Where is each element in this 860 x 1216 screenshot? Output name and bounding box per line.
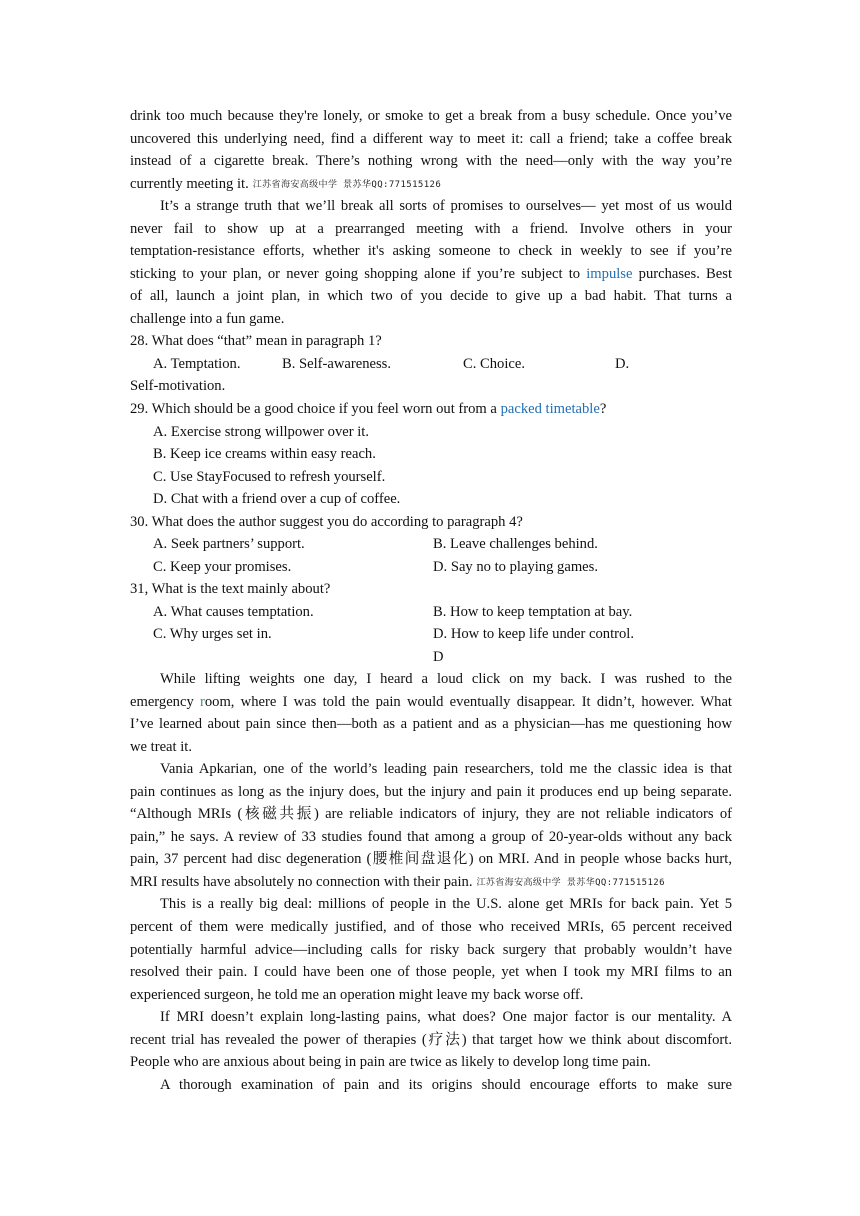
paragraph-text: emergency — [130, 694, 200, 710]
option-a: A. Temptation. — [153, 356, 241, 372]
paragraph-line: This is a really big deal: millions of people in the U.S. alone get MRIs for back pain. Yet 5 — [160, 896, 732, 912]
paragraph-line: pain, 37 percent had disc degeneration (腰椎间盘退化) on MRI. And in people whose backs hurt, — [130, 851, 732, 867]
paragraph-line: People who are anxious about being in pain are twice as likely to develop long time pain. — [130, 1054, 651, 1070]
paragraph-line: temptation-resistance efforts, whether it's asking someone to check in weekly to see if you’re — [130, 243, 732, 259]
option-b: B. Self-awareness. — [282, 356, 392, 372]
option-b: B. Keep ice creams within easy reach. — [153, 446, 376, 462]
option-c: C. Why urges set in. — [153, 626, 272, 642]
option-a: A. Seek partners’ support. — [153, 536, 305, 552]
paragraph-line: If MRI doesn’t explain long-lasting pains, what does? One major factor is our mentality. A — [160, 1009, 732, 1025]
question-stem: 28. What does “that” mean in paragraph 1? — [130, 333, 382, 349]
paragraph-line: never fail to show up at a prearranged meeting with a friend. Involve others in your — [130, 221, 732, 237]
option-a: A. Exercise strong willpower over it. — [153, 424, 370, 440]
paragraph-line: pain,” he says. A review of 33 studies found that among a group of 20-year-olds without any back — [130, 829, 732, 845]
paragraph-line: recent trial has revealed the power of therapies (疗法) that target how we think about discomfort. — [130, 1032, 732, 1048]
paragraph-text: oom, where I was told the pain would eventually disappear. It didn’t, however. What — [204, 694, 732, 710]
watermark-text: 江苏省海安高级中学 景苏华QQ:771515126 — [476, 878, 665, 888]
paragraph-line: “Although MRIs (核磁共振) are reliable indicators of injury, they are not reliable indicators of — [130, 806, 732, 822]
option-d: D. Chat with a friend over a cup of coffee. — [153, 491, 401, 507]
option-d-continued: Self-motivation. — [130, 378, 226, 394]
paragraph-line: A thorough examination of pain and its origins should encourage efforts to make sure — [160, 1077, 732, 1093]
paragraph-line: challenge into a fun game. — [130, 311, 285, 327]
question-stem: 30. What does the author suggest you do according to paragraph 4? — [130, 514, 523, 530]
option-c: C. Use StayFocused to refresh yourself. — [153, 469, 386, 485]
question-text: ? — [599, 401, 607, 417]
option-c: C. Choice. — [463, 356, 526, 372]
paragraph-line — [130, 691, 732, 713]
paragraph-text: purchases. Best — [632, 266, 732, 282]
paragraph-line: drink too much because they're lonely, or smoke to get a break from a busy schedule. Once you’ve — [130, 108, 732, 124]
question-text: 29. Which should be a good choice if you feel worn out from a — [130, 401, 501, 417]
vocab-link[interactable]: impulse — [586, 266, 633, 282]
option-d: D. — [615, 356, 630, 372]
option-b: B. How to keep temptation at bay. — [433, 604, 633, 620]
paragraph-line: I’ve learned about pain since then—both as a patient and as a physician—has me questioning how — [130, 716, 732, 732]
paragraph-line: potentially harmful advice—including calls for risky back surgery that probably wouldn’t have — [130, 942, 732, 958]
paragraph-line: of all, launch a joint plan, in which two of you decide to give up a bad habit. That turns a — [130, 288, 732, 304]
paragraph-line: Vania Apkarian, one of the world’s leading pain researchers, told me the classic idea is that — [160, 761, 732, 777]
option-d: D. Say no to playing games. — [433, 559, 598, 575]
paragraph-line: It’s a strange truth that we’ll break all sorts of promises to ourselves— yet most of us would — [160, 198, 732, 214]
option-c: C. Keep your promises. — [153, 559, 292, 575]
vocab-link[interactable]: r — [199, 694, 205, 710]
option-d: D. How to keep life under control. — [433, 626, 635, 642]
section-label: D — [433, 649, 444, 665]
paragraph-text: MRI results have absolutely no connection with their pain. — [130, 874, 473, 890]
paragraph-line: percent of them were medically justified, and of those who received MRIs, 65 percent received — [130, 919, 732, 935]
paragraph-line — [130, 871, 732, 894]
paragraph-text: sticking to your plan, or never going shopping alone if you’re subject to — [130, 266, 587, 282]
option-b: B. Leave challenges behind. — [433, 536, 598, 552]
option-a: A. What causes temptation. — [153, 604, 314, 620]
paragraph-text: currently meeting it. — [130, 176, 249, 192]
paragraph-line: resolved their pain. I could have been one of those people, yet when I took my MRI films to an — [130, 964, 732, 980]
paragraph-line — [130, 173, 732, 196]
paragraph-line: uncovered this underlying need, find a different way to meet it: call a friend; take a coffee break — [130, 131, 732, 147]
paragraph-line: pain continues as long as the injury does, but the injury and pain it produces end up being separate. — [130, 784, 732, 800]
question-stem — [130, 398, 732, 420]
paragraph-line: experienced surgeon, he told me an operation might leave my back worse off. — [130, 987, 584, 1003]
paragraph-line — [130, 263, 732, 285]
paragraph-line: we treat it. — [130, 739, 192, 755]
paragraph-line: instead of a cigarette break. There’s nothing wrong with the need—only with the way you’re — [130, 153, 732, 169]
vocab-link[interactable]: packed timetable — [500, 401, 600, 417]
paragraph-line: While lifting weights one day, I heard a loud click on my back. I was rushed to the — [160, 671, 732, 687]
watermark-text: 江苏省海安高级中学 景苏华QQ:771515126 — [252, 180, 442, 190]
question-stem: 31, What is the text mainly about? — [130, 581, 331, 597]
